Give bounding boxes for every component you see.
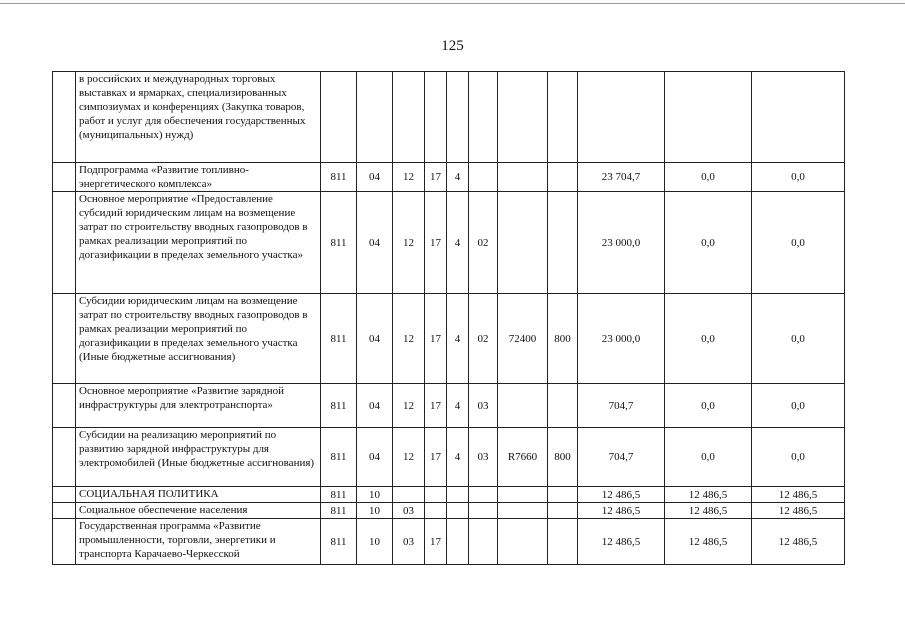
direction-code (498, 72, 548, 163)
subprogram-code: 4 (447, 384, 469, 428)
amount-year-2: 0,0 (665, 163, 752, 192)
item-name: Субсидии юридическим лицам на возмещение затрат по строительству вводных газопроводов в рамках реализации мероприятий по догазификации в пределах земельного участка (Иные бюджетные ассигнования) (76, 294, 321, 384)
direction-code (498, 503, 548, 519)
amount-year-2: 0,0 (665, 428, 752, 487)
row-index-cell (53, 384, 76, 428)
direction-code (498, 192, 548, 294)
activity-code: 02 (469, 294, 498, 384)
ministry-code: 811 (321, 503, 357, 519)
ministry-code: 811 (321, 384, 357, 428)
amount-year-1: 12 486,5 (578, 503, 665, 519)
page-number: 125 (441, 38, 464, 54)
amount-year-1: 23 000,0 (578, 192, 665, 294)
item-name: СОЦИАЛЬНАЯ ПОЛИТИКА (76, 487, 321, 503)
expense-type-code (548, 192, 578, 294)
table-row (53, 192, 845, 294)
amount-year-1: 12 486,5 (578, 519, 665, 565)
subsection-code: 03 (393, 503, 425, 519)
subprogram-code: 4 (447, 428, 469, 487)
program-code (425, 503, 447, 519)
ministry-code: 811 (321, 294, 357, 384)
direction-code (498, 487, 548, 503)
item-name: в российских и международных торговых выставках и ярмарках, специализированных симпозиумах и конференциях (Закупка товаров, работ и услуг для обеспечения государственных (муниципальных) нужд) (76, 72, 321, 163)
subsection-code (393, 72, 425, 163)
section-code (357, 72, 393, 163)
subsection-code: 12 (393, 163, 425, 192)
ministry-code: 811 (321, 163, 357, 192)
program-code (425, 72, 447, 163)
amount-year-3: 0,0 (752, 294, 845, 384)
program-code: 17 (425, 163, 447, 192)
row-index-cell (53, 487, 76, 503)
amount-year-1 (578, 72, 665, 163)
amount-year-3: 0,0 (752, 428, 845, 487)
expense-type-code (548, 72, 578, 163)
item-name: Подпрограмма «Развитие топливно-энергетического комплекса» (76, 163, 321, 192)
row-index-cell (53, 503, 76, 519)
direction-code: R7660 (498, 428, 548, 487)
table-row (53, 163, 845, 192)
subsection-code: 12 (393, 384, 425, 428)
section-code: 10 (357, 519, 393, 565)
subprogram-code (447, 503, 469, 519)
program-code: 17 (425, 384, 447, 428)
row-index-cell (53, 428, 76, 487)
table-row (53, 519, 845, 565)
table-row (53, 428, 845, 487)
activity-code: 03 (469, 384, 498, 428)
expense-type-code: 800 (548, 294, 578, 384)
amount-year-1: 23 704,7 (578, 163, 665, 192)
amount-year-1: 704,7 (578, 384, 665, 428)
table-row (53, 503, 845, 519)
activity-code: 02 (469, 192, 498, 294)
item-name: Государственная программа «Развитие промышленности, торговли, энергетики и транспорта Карачаево-Черкесской (76, 519, 321, 565)
activity-code (469, 503, 498, 519)
amount-year-3: 0,0 (752, 163, 845, 192)
item-name: Основное мероприятие «Развитие зарядной инфраструктуры для электротранспорта» (76, 384, 321, 428)
direction-code (498, 519, 548, 565)
row-index-cell (53, 519, 76, 565)
ministry-code: 811 (321, 519, 357, 565)
expense-type-code (548, 487, 578, 503)
program-code: 17 (425, 192, 447, 294)
section-code: 04 (357, 294, 393, 384)
amount-year-1: 704,7 (578, 428, 665, 487)
amount-year-2: 0,0 (665, 384, 752, 428)
expense-type-code: 800 (548, 428, 578, 487)
table-row (53, 384, 845, 428)
amount-year-3: 12 486,5 (752, 503, 845, 519)
subprogram-code (447, 519, 469, 565)
subsection-code: 12 (393, 428, 425, 487)
activity-code (469, 487, 498, 503)
section-code: 04 (357, 428, 393, 487)
amount-year-2: 0,0 (665, 192, 752, 294)
amount-year-3: 12 486,5 (752, 487, 845, 503)
direction-code (498, 384, 548, 428)
row-index-cell (53, 192, 76, 294)
activity-code: 03 (469, 428, 498, 487)
expense-type-code (548, 519, 578, 565)
subsection-code (393, 487, 425, 503)
amount-year-3: 0,0 (752, 384, 845, 428)
amount-year-3: 12 486,5 (752, 519, 845, 565)
item-name: Субсидии на реализацию мероприятий по развитию зарядной инфраструктуры для электромобилей (Иные бюджетные ассигнования) (76, 428, 321, 487)
row-index-cell (53, 294, 76, 384)
subsection-code: 03 (393, 519, 425, 565)
activity-code (469, 519, 498, 565)
amount-year-2: 12 486,5 (665, 487, 752, 503)
item-name: Основное мероприятие «Предоставление субсидий юридическим лицам на возмещение затрат по строительству вводных газопроводов в рамках реализации мероприятий по догазификации в пределах земельного участка» (76, 192, 321, 294)
row-index-cell (53, 163, 76, 192)
subprogram-code (447, 487, 469, 503)
subprogram-code (447, 72, 469, 163)
amount-year-3 (752, 72, 845, 163)
section-code: 04 (357, 192, 393, 294)
section-code: 10 (357, 487, 393, 503)
ministry-code: 811 (321, 192, 357, 294)
budget-table (52, 71, 845, 565)
amount-year-1: 12 486,5 (578, 487, 665, 503)
table-row (53, 72, 845, 163)
direction-code: 72400 (498, 294, 548, 384)
subprogram-code: 4 (447, 163, 469, 192)
ministry-code: 811 (321, 428, 357, 487)
activity-code (469, 163, 498, 192)
amount-year-2 (665, 72, 752, 163)
section-code: 04 (357, 384, 393, 428)
amount-year-3: 0,0 (752, 192, 845, 294)
subsection-code: 12 (393, 294, 425, 384)
expense-type-code (548, 163, 578, 192)
amount-year-2: 12 486,5 (665, 519, 752, 565)
amount-year-2: 12 486,5 (665, 503, 752, 519)
subprogram-code: 4 (447, 192, 469, 294)
amount-year-2: 0,0 (665, 294, 752, 384)
section-code: 10 (357, 503, 393, 519)
table-row (53, 294, 845, 384)
amount-year-1: 23 000,0 (578, 294, 665, 384)
scan-top-edge (0, 3, 905, 4)
item-name: Социальное обеспечение населения (76, 503, 321, 519)
direction-code (498, 163, 548, 192)
subprogram-code: 4 (447, 294, 469, 384)
program-code: 17 (425, 428, 447, 487)
ministry-code: 811 (321, 487, 357, 503)
expense-type-code (548, 503, 578, 519)
expense-type-code (548, 384, 578, 428)
subsection-code: 12 (393, 192, 425, 294)
program-code (425, 487, 447, 503)
program-code: 17 (425, 294, 447, 384)
table-row (53, 487, 845, 503)
activity-code (469, 72, 498, 163)
program-code: 17 (425, 519, 447, 565)
ministry-code (321, 72, 357, 163)
section-code: 04 (357, 163, 393, 192)
row-index-cell (53, 72, 76, 163)
